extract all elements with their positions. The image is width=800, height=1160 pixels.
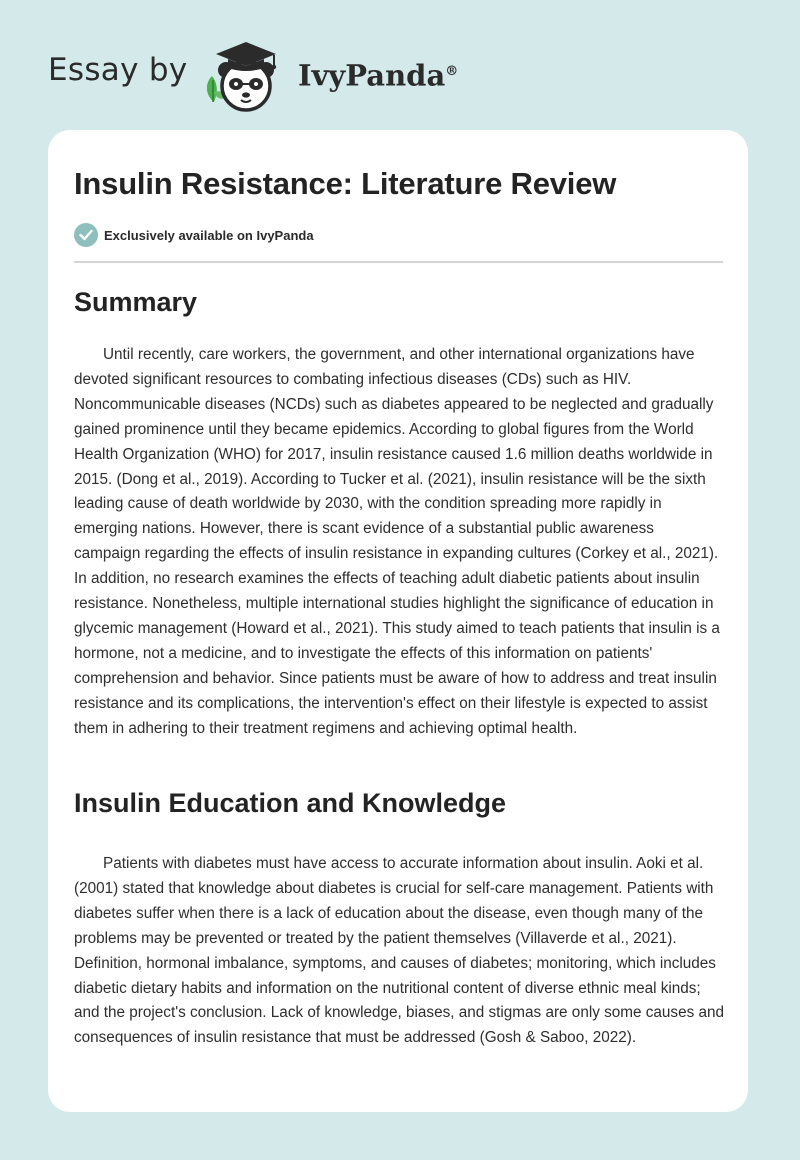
brand-prefix: Essay by	[48, 52, 188, 88]
summary-paragraph: Until recently, care workers, the government, and other international organizations have devoted significant resources to combating infectious diseases (CDs) such as HIV. Noncommunicable diseases (NCDs) such as diabetes appeared to be neglected and gradually gained prominence until they became epidemics. According to global figures from the World Health Organization (WHO) for 2017, insulin resistance caused 1.6 million deaths worldwide in 2015. (Dong et al., 2019). According to Tucker et al. (2021), insulin resistance will be the sixth leading cause of death worldwide by 2030, with the condition spreading more rapidly in emerging nations. However, there is scant evidence of a substantial public awareness campaign regarding the effects of insulin resistance in expanding cultures (Corkey et al., 2021). In addition, no research examines the effects of teaching adult diabetic patients about insulin resistance. Nonetheless, multiple international studies highlight the significance of education in glycemic management (Howard et al., 2021). This study aimed to teach patients that insulin is a hormone, not a medicine, and to investigate the effects of this information on patients' comprehension and behavior. Since patients must be aware of how to address and treat insulin resistance and its complications, the intervention's effect on their lifestyle is expected to assist them in adhering to their treatment regimens and achieving optimal health.	[74, 346, 720, 737]
registered-mark: ®	[445, 64, 459, 79]
exclusive-badge	[74, 222, 314, 248]
page-title: Insulin Resistance: Literature Review	[74, 166, 617, 201]
divider	[74, 261, 723, 263]
section-heading-insulin-education: Insulin Education and Knowledge	[74, 788, 507, 818]
site-header	[0, 0, 800, 130]
check-circle-icon	[74, 223, 98, 247]
panda-graduate-icon[interactable]	[198, 32, 292, 114]
badge-text: Exclusively available on IvyPanda	[104, 227, 314, 243]
section-heading-summary: Summary	[74, 287, 198, 317]
brand-name[interactable]	[298, 52, 458, 96]
brand-name-text: IvyPanda	[298, 58, 446, 93]
essay-card	[48, 130, 748, 1112]
insulin-education-paragraph: Patients with diabetes must have access to accurate information about insulin. Aoki et al. (2001) stated that knowledge about diabetes is crucial for self-care management. Patients with diabetes suffer when there is a lack of education about the disease, even though many of the problems may be prevented or treated by the patient themselves (Villaverde et al., 2021). Definition, hormonal imbalance, symptoms, and causes of diabetes; monitoring, which includes diabetic dietary habits and information on the nutritional content of diverse ethnic meal kinds; and the project's conclusion. Lack of knowledge, biases, and stigmas are only some causes and consequences of insulin resistance that must be addressed (Gosh & Saboo, 2022).	[74, 855, 725, 1047]
